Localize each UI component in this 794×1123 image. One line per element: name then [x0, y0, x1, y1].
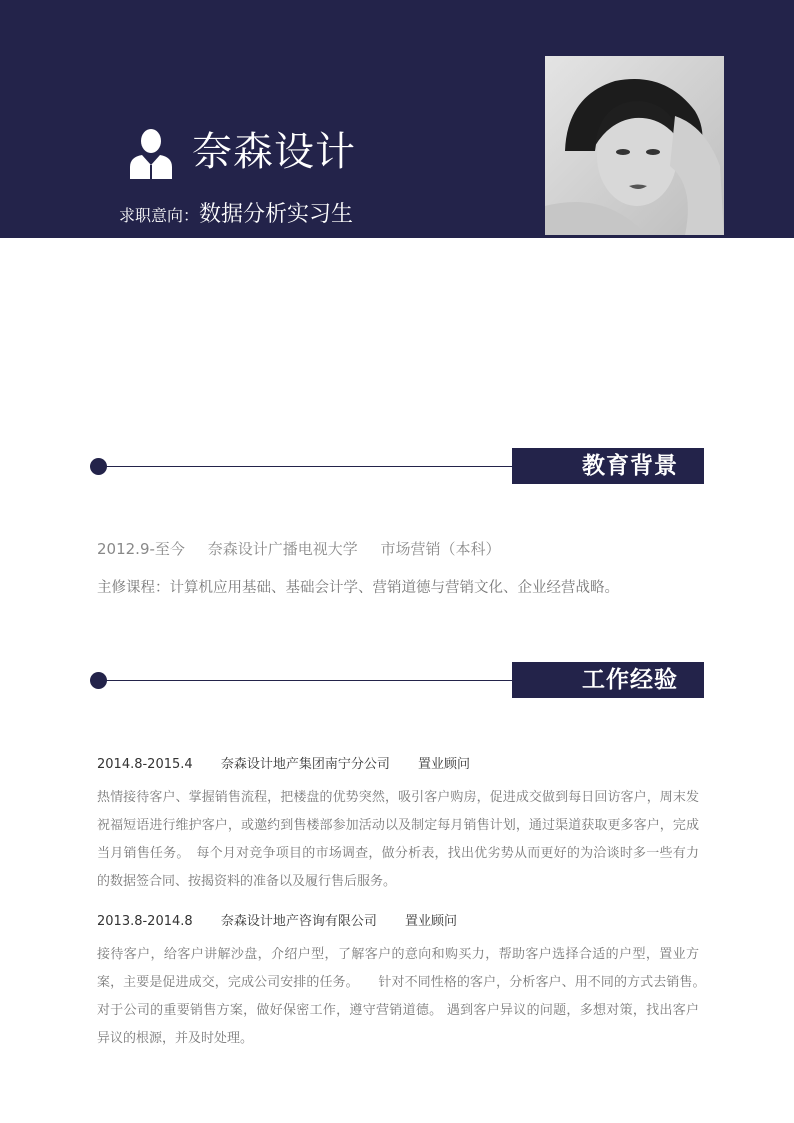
work-title: 工作经验	[512, 662, 704, 698]
job-period: 2014.8-2015.4	[97, 757, 193, 772]
job-objective-label: 求职意向：	[119, 206, 200, 225]
education-courses: 主修课程：计算机应用基础、基础会计学、营销道德与营销文化、企业经营战略。	[97, 580, 619, 596]
section-divider	[102, 680, 542, 681]
job-company: 奈森设计地产集团南宁分公司	[220, 757, 390, 772]
job-description: 热情接待客户、掌握销售流程，把楼盘的优势突然，吸引客户购房，促进成交做到每日回访客户，周末发祝福短语进行维护客户，或邀约到售楼部参加活动以及制定每月销售计划，通过渠道获取更多客户，完成当月销售任务。 每个月对竞争项目的市场调查，做分析表，找出优劣势从而更好的为洽谈时多一些有力 的数据签合同、按揭资料的准备以及履行售后服务。	[97, 790, 699, 889]
job-period: 2013.8-2014.8	[97, 914, 193, 929]
education-school: 奈森设计广播电视大学	[207, 540, 358, 558]
education-major: 市场营销（本科）	[380, 540, 501, 558]
education-entry	[97, 538, 519, 559]
education-title: 教育背景	[512, 448, 704, 484]
section-divider	[102, 466, 542, 467]
person-icon	[128, 127, 174, 179]
portrait-photo	[545, 56, 724, 235]
work-section-header	[90, 662, 704, 698]
portrait-image	[545, 56, 724, 235]
job-position: 置业顾问	[404, 914, 457, 929]
job-description: 接待客户，给客户讲解沙盘，介绍户型，了解客户的意向和购买力，帮助客户选择合适的户型，置业方案，主要是促进成交，完成公司安排的任务。 针对不同性格的客户，分析客户、用不同的方式去销售。 对于公司的重要销售方案，做好保密工作，遵守营销道德。 遇到客户异议的问题，多想对策，找出客户异议的根源，并及时处理。	[97, 947, 713, 1046]
job-entry-header	[97, 910, 481, 929]
education-section-header	[90, 448, 704, 484]
job-company: 奈森设计地产咨询有限公司	[220, 914, 377, 929]
job-position: 置业顾问	[417, 757, 470, 772]
education-period: 2012.9-至今	[97, 540, 185, 558]
job-entry-header	[97, 753, 494, 772]
job-objective-value: 数据分析实习生	[199, 202, 354, 227]
candidate-name: 奈森设计	[192, 129, 356, 175]
job-objective	[119, 199, 353, 232]
